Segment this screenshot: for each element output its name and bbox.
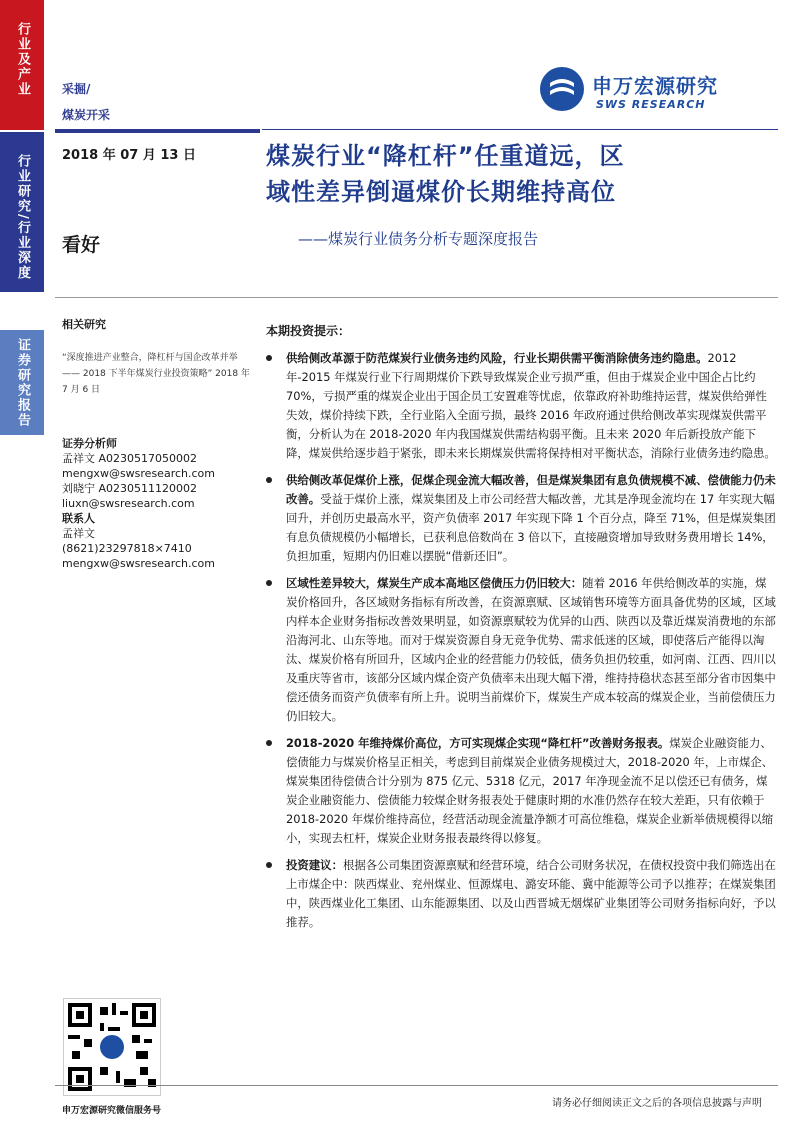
sidebar-section-research [0,132,44,292]
header-divider [55,129,260,133]
related-research-heading: 相关研究 [62,318,106,331]
contact-heading: 联系人 [62,512,95,525]
bullet-icon [266,477,272,483]
disclaimer-text: 请务必仔细阅读正文之后的各项信息披露与声明 [552,1098,762,1109]
category-line2: 煤炭开采 [62,108,111,122]
report-title [266,138,781,210]
bullet-icon [266,862,272,868]
analyst-heading: 证券分析师 [62,437,117,450]
analyst-email[interactable]: liuxn@swsresearch.com [62,497,195,510]
analyst-line: 刘晓宁 A0230511120002 [62,482,198,495]
title-line: 煤炭行业“降杠杆”任重道远，区 [266,142,625,170]
bullet-lead: 供给侧改革源于防范煤炭行业债务违约风险，行业长期供需平衡消除债务违约隐患。 [286,351,708,365]
related-research-link[interactable]: “深度推进产业整合，降杠杆与国企改革并举—— 2018 下半年煤炭行业投资策略” 2018 年 7 月 6 日 [62,353,250,395]
bullet-text: 2012 年-2015 年煤炭行业下行周期煤价下跌导致煤炭企业亏损严重，但由于煤炭企业中国企占比约 70%，亏损严重的煤炭企业出于国企员工安置难等忧虑，依靠政府补助维持运营，煤炭供给弹性失效，煤价持续下跌，全行业陷入全面亏损，最终 2016 年政府通过供给侧改革实现煤炭供需平衡，分析认为在 2018-2020 年内我国煤炭供需结构弱平衡。且未来 2020 年后新投放产能下降，煤炭供给逐步趋于紧张，即未来长期煤炭供需将保持相对平衡状态，消除行业债务违约隐患。 [286,351,776,460]
bullet-item [266,734,776,848]
bullet-lead: 投资建议： [286,858,343,872]
bullet-icon [266,740,272,746]
header-divider [262,129,778,130]
qr-caption: 申万宏源研究微信服务号 [62,1106,162,1116]
contact-email[interactable]: mengxw@swsresearch.com [62,557,215,570]
analyst-email[interactable]: mengxw@swsresearch.com [62,467,215,480]
bullet-text: 随着 2016 年供给侧改革的实施，煤炭价格回升，各区域财务指标有所改善，在资源禀赋、区域销售环境等方面具备优势的区域，区域内样本企业财务指标改善效果明显，如资源禀赋较为优异的山西、陕西以及靠近煤炭消费地的东部沿海河北、山东等地。而对于煤炭资源自身无竞争优势、需求低迷的区域，即使落后产能得以淘汰、煤炭价格有所回升，区域内企业的经营能力仍较低，债务负担仍较重，如河南、江西、四川以及重庆等省市，该部分区域内煤企资产负债率未出现大幅下滑，维持持稳状态甚至部分省市因集中偿还债务而资产负债率有所上升。说明当前煤价下，煤炭生产成本较高的煤炭企业，当前偿债压力仍旧较大。 [286,576,776,723]
bullet-item [266,349,776,463]
bullet-item [266,574,776,726]
sidebar-label: 证券研究报告 [15,338,30,428]
category-line1: 采掘/ [62,82,91,96]
title-line: 域性差异倒逼煤价长期维持高位 [266,178,616,206]
contact-line: (8621)23297818×7410 [62,542,192,555]
bullet-item [266,471,776,566]
sidebar-section-report [0,330,44,435]
bullet-item [266,856,776,932]
bullet-lead: 区域性差异较大，煤炭生产成本高地区偿债压力仍旧较大： [286,576,583,590]
logo-text-cn: 申万宏源研究 [592,74,718,98]
bullet-text: 受益于煤价上涨，煤炭集团及上市公司经营大幅改善，尤其是净现金流均在 17 年实现大幅回升，并创历史最高水平，资产负债率 2017 年实现下降 1 个百分点，降至 71%，但是煤炭集团有息负债规模仍小幅增长，已获利息倍数尚在 3 倍以下，直接融资增加导致财务费用增长 14%，负担加重，短期内仍旧难以摆脱“借新还旧”。 [286,492,776,563]
logo-icon [540,67,584,111]
divider [55,297,778,298]
bullet-lead: 供给侧改革促煤价上涨，促煤企现金流大幅改善，但是煤炭集团有息负债规模不减、偿债能力仍未改善。 [286,473,776,506]
investment-highlights [266,322,776,932]
report-subtitle: ——煤炭行业债务分析专题深度报告 [298,230,539,248]
report-date: 2018 年 07 月 13 日 [62,148,196,163]
logo-text-en: SWS RESEARCH [596,98,706,111]
sidebar-label: 行业及产业 [15,22,30,97]
bullet-text: 煤炭企业融资能力、偿债能力与煤炭价格呈正相关，考虑到目前煤炭企业债务规模过大，2018-2020 年，上市煤企、煤炭集团待偿债合计分别为 875 亿元、5318 亿元，2017 年净现金流不足以偿还已有债务，煤炭企业融资能力、偿债能力较煤企财务报表处于健康时期的水准仍然存在较大差距，只有依赖于 2018-2020 年煤价维持高位，经营活动现金流量净额才可高位维稳，煤炭企业新举债规模得以缩小，实现去杠杆，煤炭企业财务报表最终得以修复。 [286,736,774,845]
highlights-heading: 本期投资提示： [266,324,351,338]
bullet-text: 根据各公司集团资源禀赋和经营环境，结合公司财务状况，在债权投资中我们筛选出在上市煤企中：陕西煤业、兖州煤业、恒源煤电、潞安环能、冀中能源等公司予以推荐；在煤炭集团中，陕西煤业化工集团、山东能源集团、以及山西晋城无烟煤矿业集团等公司财务指标向好，予以推荐。 [286,858,776,929]
bullet-icon [266,355,272,361]
footer-divider [55,1085,778,1086]
analyst-line: 孟祥文 A0230517050002 [62,452,198,465]
bullet-lead: 2018-2020 年维持煤价高位，方可实现煤企实现“降杠杆”改善财务报表。 [286,736,670,750]
sidebar-label: 行业研究/行业深度 [15,154,30,281]
qr-code-icon[interactable] [63,998,161,1096]
contact-line: 孟祥文 [62,527,95,540]
sidebar-section-industry [0,0,44,130]
rating: 看好 [62,234,101,256]
analyst-block [62,436,257,571]
bullet-icon [266,580,272,586]
